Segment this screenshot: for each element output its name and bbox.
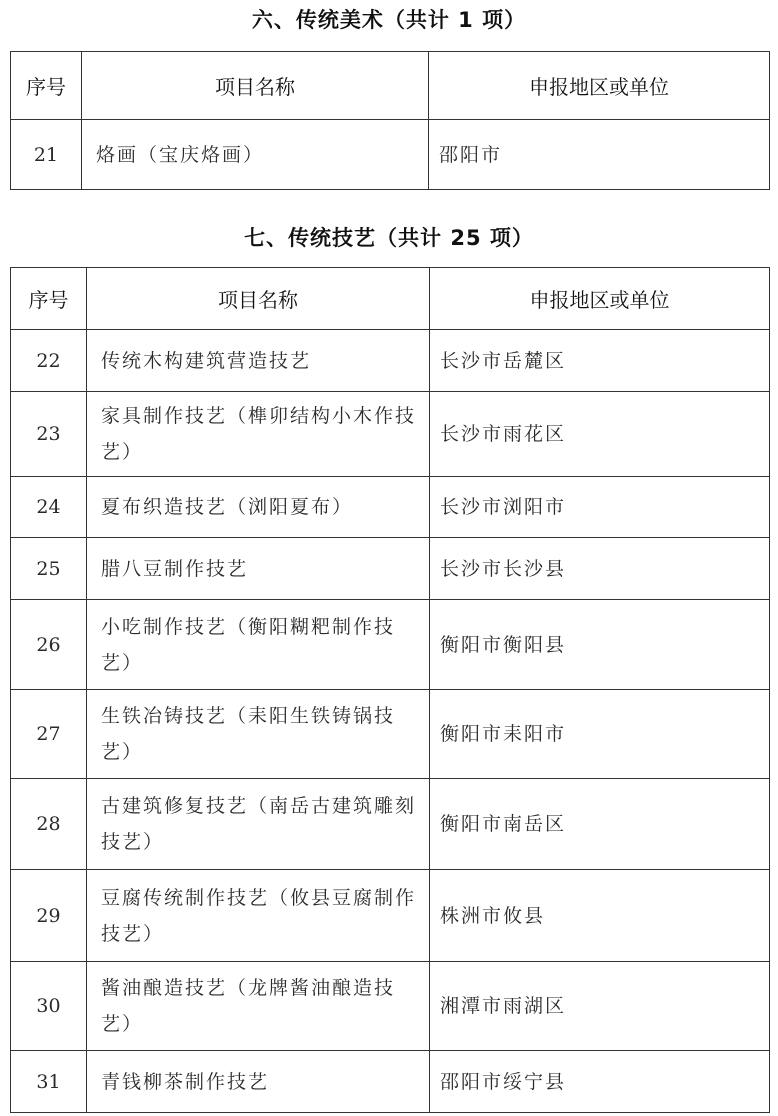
row-name: 豆腐传统制作技艺（攸县豆腐制作技艺） xyxy=(87,870,430,962)
row-name: 家具制作技艺（榫卯结构小木作技艺） xyxy=(87,392,430,477)
table-header-row xyxy=(11,52,770,120)
table-row xyxy=(11,779,770,870)
row-region: 株洲市攸县 xyxy=(430,870,770,962)
row-name: 夏布织造技艺（浏阳夏布） xyxy=(87,477,430,538)
table-row xyxy=(11,120,770,190)
row-num: 29 xyxy=(11,870,87,962)
table-row xyxy=(11,477,770,538)
traditional-art-table xyxy=(10,51,770,190)
row-region: 湘潭市雨湖区 xyxy=(430,962,770,1051)
row-region: 衡阳市南岳区 xyxy=(430,779,770,870)
row-name: 传统木构建筑营造技艺 xyxy=(87,330,430,392)
row-region: 衡阳市耒阳市 xyxy=(430,690,770,779)
row-region: 长沙市浏阳市 xyxy=(430,477,770,538)
header-num: 序号 xyxy=(11,52,82,120)
row-num: 27 xyxy=(11,690,87,779)
table-row xyxy=(11,392,770,477)
table-row xyxy=(11,690,770,779)
header-region: 申报地区或单位 xyxy=(429,52,770,120)
row-num: 23 xyxy=(11,392,87,477)
row-region: 长沙市岳麓区 xyxy=(430,330,770,392)
row-num: 30 xyxy=(11,962,87,1051)
row-region: 长沙市长沙县 xyxy=(430,538,770,600)
row-name: 酱油酿造技艺（龙牌酱油酿造技艺） xyxy=(87,962,430,1051)
header-name: 项目名称 xyxy=(87,268,430,330)
table-row xyxy=(11,330,770,392)
row-num: 31 xyxy=(11,1051,87,1113)
section-title-traditional-art: 六、传统美术（共计 1 项） xyxy=(251,8,527,32)
table-row xyxy=(11,600,770,690)
row-name: 小吃制作技艺（衡阳糊粑制作技艺） xyxy=(87,600,430,690)
row-region: 邵阳市绥宁县 xyxy=(430,1051,770,1113)
section-title-traditional-craft: 七、传统技艺（共计 25 项） xyxy=(244,226,534,250)
row-region: 衡阳市衡阳县 xyxy=(430,600,770,690)
row-num: 28 xyxy=(11,779,87,870)
row-region: 邵阳市 xyxy=(429,120,770,190)
row-name: 腊八豆制作技艺 xyxy=(87,538,430,600)
header-name: 项目名称 xyxy=(82,52,429,120)
table-header-row xyxy=(11,268,770,330)
row-name: 烙画（宝庆烙画） xyxy=(82,120,429,190)
row-num: 25 xyxy=(11,538,87,600)
table-row xyxy=(11,1051,770,1113)
table-row xyxy=(11,870,770,962)
row-num: 24 xyxy=(11,477,87,538)
header-num: 序号 xyxy=(11,268,87,330)
table-row xyxy=(11,962,770,1051)
row-num: 26 xyxy=(11,600,87,690)
table-row xyxy=(11,538,770,600)
row-name: 青钱柳茶制作技艺 xyxy=(87,1051,430,1113)
row-region: 长沙市雨花区 xyxy=(430,392,770,477)
traditional-craft-table xyxy=(10,267,770,1113)
header-region: 申报地区或单位 xyxy=(430,268,770,330)
row-num: 22 xyxy=(11,330,87,392)
row-name: 古建筑修复技艺（南岳古建筑雕刻技艺） xyxy=(87,779,430,870)
row-name: 生铁冶铸技艺（耒阳生铁铸锅技艺） xyxy=(87,690,430,779)
row-num: 21 xyxy=(11,120,82,190)
